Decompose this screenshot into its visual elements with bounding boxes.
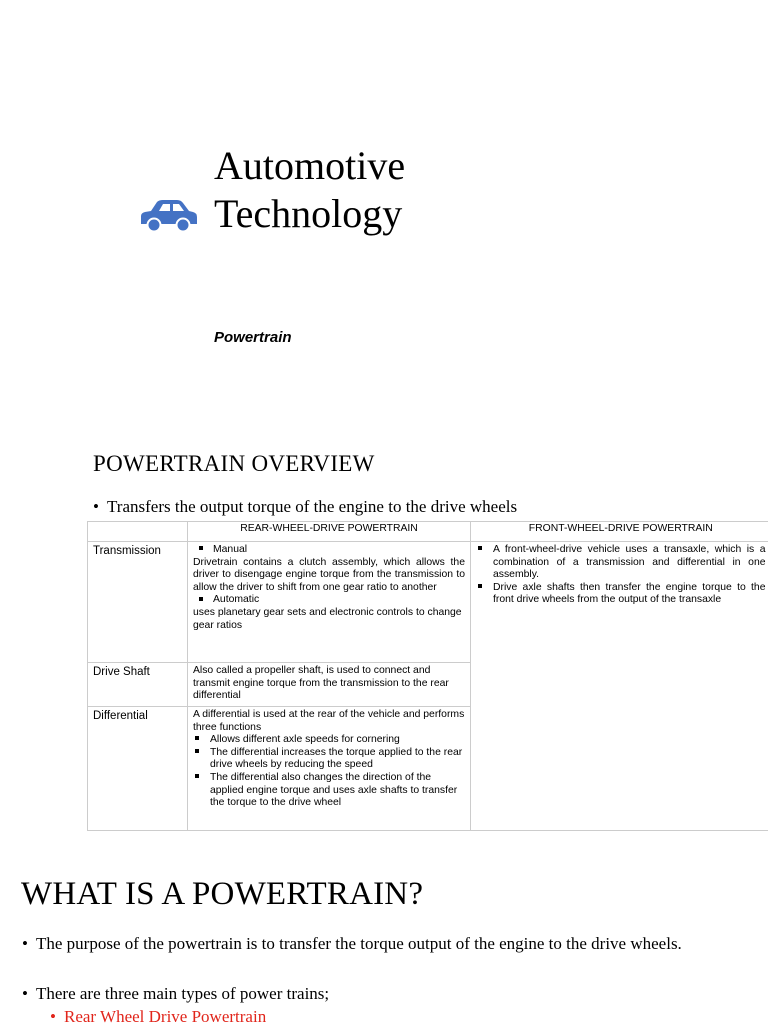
- rwd-sub-bullet-text: Rear Wheel Drive Powertrain: [64, 1007, 266, 1026]
- purpose-bullet-text: The purpose of the powertrain is to transfer the torque output of the engine to the drive wheels.: [36, 933, 682, 954]
- manual-description: Drivetrain contains a clutch assembly, which allows the driver to disengage engine torque from the transmission to allow the driver to shift from one gear ratio to another: [193, 557, 465, 595]
- presentation-title-line1: Automotive: [214, 143, 405, 189]
- differential-description: A differential is used at the rear of the vehicle and performs three functions: [193, 709, 465, 734]
- overview-bullet: [93, 497, 517, 517]
- purpose-bullet: [22, 933, 742, 954]
- list-item: [193, 747, 465, 772]
- presentation-title-line2: Technology: [214, 191, 402, 237]
- table-header-fwd: FRONT-WHEEL-DRIVE POWERTRAIN: [471, 522, 768, 542]
- differential-label: Differential: [88, 707, 188, 831]
- differential-function-2: The differential increases the torque applied to the rear drive wheels by reducing the speed: [210, 747, 462, 771]
- table-row-transmission: [88, 542, 768, 663]
- bullet-dot: •: [22, 983, 36, 1004]
- bullet-dot: •: [22, 933, 36, 954]
- table-header-rwd: REAR-WHEEL-DRIVE POWERTRAIN: [188, 522, 471, 542]
- car-icon: [137, 198, 199, 234]
- differential-function-1: Allows different axle speeds for cornering: [210, 734, 400, 745]
- differential-function-3: The differential also changes the direction of the applied engine torque and uses axle shafts to transfer the torque to the drive wheel: [210, 772, 457, 808]
- powertrain-table: [87, 521, 768, 831]
- fwd-axle-shafts-text: Drive axle shafts then transfer the engine torque to the front drive wheels from the output of the transaxle: [493, 582, 766, 606]
- what-is-powertrain-title: WHAT IS A POWERTRAIN?: [21, 876, 423, 913]
- transmission-fwd-cell: [471, 542, 768, 831]
- list-item: [476, 582, 766, 607]
- drive-shaft-rwd-cell: Also called a propeller shaft, is used to connect and transmit engine torque from the transmission to the rear differential: [188, 663, 471, 707]
- drive-shaft-label: Drive Shaft: [88, 663, 188, 707]
- table-header-empty: [88, 522, 188, 542]
- automatic-description: uses planetary gear sets and electronic controls to change gear ratios: [193, 607, 465, 632]
- list-item: [193, 594, 465, 607]
- manual-label: Manual: [213, 544, 247, 555]
- transmission-rwd-cell: [188, 542, 471, 663]
- table-header-row: [88, 522, 768, 542]
- transmission-label: Transmission: [88, 542, 188, 663]
- list-item: [476, 544, 766, 582]
- differential-rwd-cell: [188, 707, 471, 831]
- fwd-transaxle-text: A front-wheel-drive vehicle uses a transaxle, which is a combination of a transmission and differential in one assembly.: [493, 544, 766, 580]
- types-bullet-text: There are three main types of power trains;: [36, 984, 329, 1003]
- list-item: [193, 734, 465, 747]
- overview-title: POWERTRAIN OVERVIEW: [93, 451, 375, 477]
- list-item: [193, 772, 465, 810]
- types-bullet: [22, 983, 742, 1004]
- overview-bullet-text: Transfers the output torque of the engine to the drive wheels: [107, 497, 517, 516]
- bullet-dot: •: [93, 497, 107, 517]
- list-item: [193, 544, 465, 557]
- automatic-label: Automatic: [213, 594, 259, 605]
- presentation-subtitle: Powertrain: [214, 329, 292, 346]
- bullet-dot: •: [50, 1006, 64, 1027]
